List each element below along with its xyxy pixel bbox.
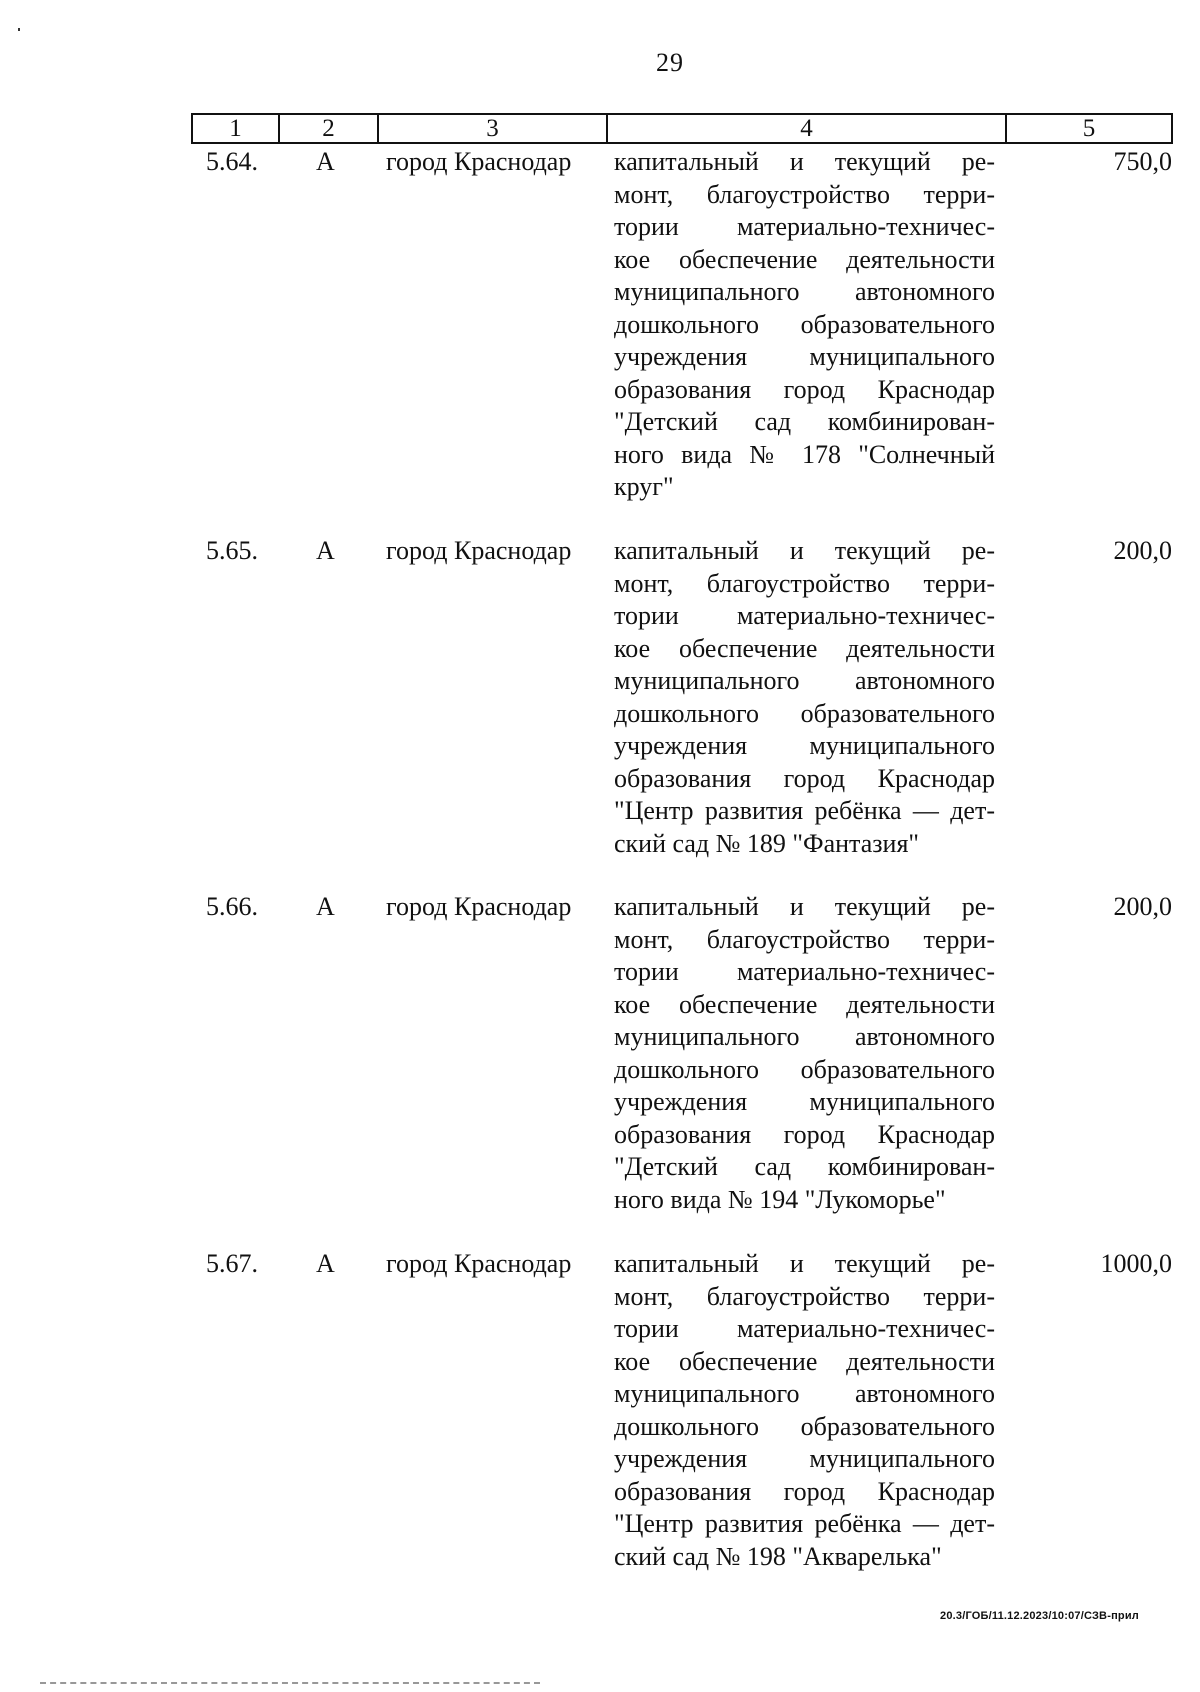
description-line: капитальный и текущий ре- [614,536,995,565]
description-line: капитальный и текущий ре- [614,147,995,176]
row-amount: 200,0 [1113,892,1172,921]
row-number: 5.65. [206,536,258,565]
description-line: учреждения муниципального [614,1444,995,1473]
description-line: дошкольного образовательного [614,309,995,339]
description-line: образования город Краснодар [614,1476,995,1506]
row-municipality: город Краснодар [386,1249,572,1278]
description-line: "Центр развития ребёнка — дет- [614,1509,995,1538]
row-municipality: город Краснодар [386,147,572,176]
description-line: тории материально-техничес- [614,212,995,241]
description-line: муниципального автономного [614,666,995,695]
column-header-1: 1 [193,115,280,142]
description-line: образования город Краснодар [614,763,995,793]
row-description [614,146,995,504]
description-line: "Детский сад комбинирован- [614,1152,995,1181]
row-number: 5.64. [206,147,258,176]
column-header-5: 5 [1082,115,1096,142]
description-line: муниципального автономного [614,1379,995,1408]
description-line: кое обеспечение деятельности [614,244,995,274]
description-line: монт, благоустройство терри- [614,924,995,954]
row-description [614,1248,995,1573]
row-number: 5.67. [206,1249,258,1278]
description-line: дошкольного образовательного [614,1054,995,1084]
description-line: муниципального автономного [614,1022,995,1051]
description-line: тории материально-техничес- [614,1314,995,1343]
scan-speck [18,28,20,31]
column-header-4: 4 [608,115,1007,142]
description-line: учреждения муниципального [614,342,995,371]
row-municipality: город Краснодар [386,536,572,565]
description-line: ного вида № 178 "Солнечный [614,439,995,469]
row-group: А [316,1249,335,1278]
description-line: ский сад № 198 "Акварелька" [614,1541,942,1571]
table-header-row [191,113,1173,144]
description-line: круг" [614,472,674,501]
description-line: капитальный и текущий ре- [614,892,995,921]
column-header-3: 3 [379,115,608,142]
description-line: "Центр развития ребёнка — дет- [614,796,995,825]
document-code: 20.3/ГОБ/11.12.2023/10:07/СЗВ-прил [940,1610,1139,1622]
description-line: тории материально-техничес- [614,601,995,630]
description-line: монт, благоустройство терри- [614,179,995,209]
description-line: кое обеспечение деятельности [614,1346,995,1376]
description-line: монт, благоустройство терри- [614,568,995,598]
description-line: капитальный и текущий ре- [614,1249,995,1278]
row-group: А [316,147,335,176]
description-line: образования город Краснодар [614,374,995,404]
description-line: дошкольного образовательного [614,1411,995,1441]
scan-edge-dashes [40,1682,540,1686]
description-line: "Детский сад комбинирован- [614,407,995,436]
description-line: образования город Краснодар [614,1119,995,1149]
row-amount: 1000,0 [1100,1249,1172,1278]
description-line: муниципального автономного [614,277,995,306]
description-line: тории материально-техничес- [614,957,995,986]
row-description [614,891,995,1216]
description-line: монт, благоустройство терри- [614,1281,995,1311]
description-line: дошкольного образовательного [614,698,995,728]
description-line: кое обеспечение деятельности [614,633,995,663]
description-line: кое обеспечение деятельности [614,989,995,1019]
row-group: А [316,892,335,921]
description-line: ский сад № 189 "Фантазия" [614,828,920,858]
row-amount: 200,0 [1113,536,1172,565]
row-amount: 750,0 [1113,147,1172,176]
row-group: А [316,536,335,565]
column-header-2: 2 [280,115,379,142]
description-line: учреждения муниципального [614,731,995,760]
description-line: учреждения муниципального [614,1087,995,1116]
page-number: 29 [656,48,684,77]
row-municipality: город Краснодар [386,892,572,921]
row-number: 5.66. [206,892,258,921]
description-line: ного вида № 194 "Лукоморье" [614,1184,946,1214]
row-description [614,535,995,860]
